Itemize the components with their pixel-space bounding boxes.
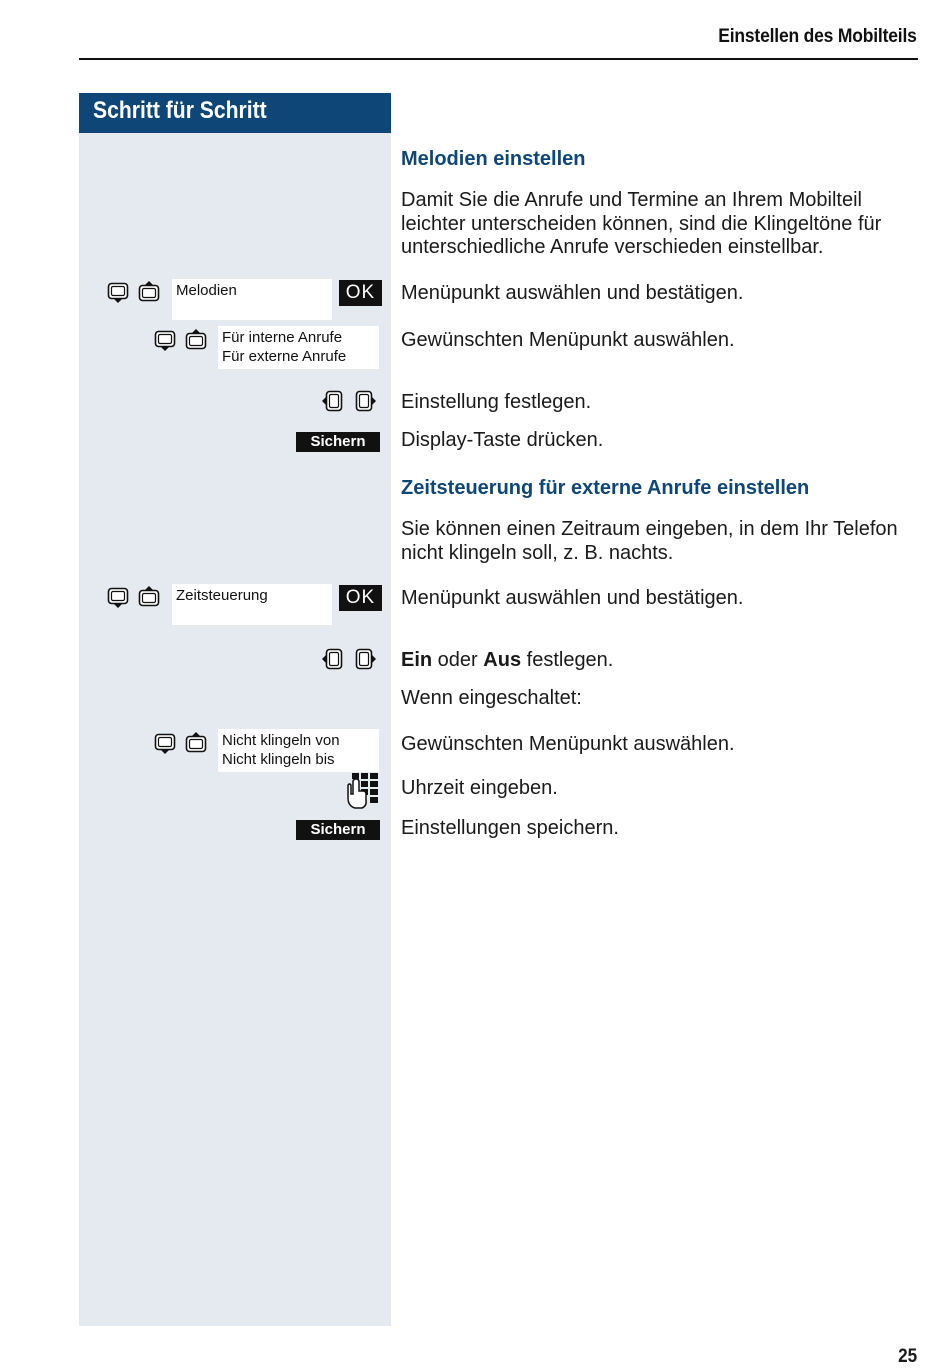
nav-right-icon: [355, 390, 377, 412]
sidebar-panel: [79, 93, 391, 1326]
step-text: Uhrzeit eingeben.: [401, 777, 558, 799]
ok-button[interactable]: OK: [339, 280, 382, 306]
display-anrufe: [218, 326, 379, 369]
header-rule: [79, 58, 918, 60]
display-line-bis: Nicht klingeln bis: [222, 751, 335, 768]
sichern-button[interactable]: Sichern: [296, 820, 380, 840]
keyword-aus: Aus: [483, 649, 522, 671]
section-intro-melodien: Damit Sie die Anrufe und Termine an Ihrem Mobilteil leichter unterscheiden können, sind die Klingeltöne für unterschiedliche Anrufe verschieden einstellbar.: [401, 189, 882, 258]
section-intro-zeitsteuerung: Sie können einen Zeitraum eingeben, in dem Ihr Telefon nicht klingeln soll, z. B. nachts.: [401, 518, 898, 564]
display-line-externe: Für externe Anrufe: [222, 348, 347, 365]
ok-button[interactable]: OK: [339, 585, 382, 611]
nav-left-icon: [321, 390, 343, 412]
sidebar-title: Schritt für Schritt: [79, 93, 391, 133]
step-text: Menüpunkt auswählen und bestätigen.: [401, 282, 744, 304]
step-text: Wenn eingeschaltet:: [401, 687, 582, 709]
text-festlegen: festlegen.: [521, 649, 614, 671]
step-text: Gewünschten Menüpunkt auswählen.: [401, 329, 735, 351]
nav-up-icon: [138, 280, 160, 302]
display-line: Zeitsteuerung: [176, 587, 268, 604]
text-oder: oder: [432, 649, 484, 671]
running-header: Einstellen des Mobilteils: [718, 26, 917, 47]
step-text: [401, 649, 921, 673]
nav-up-icon: [138, 585, 160, 607]
page-number: 25: [897, 1346, 917, 1367]
nav-right-icon: [355, 648, 377, 670]
nav-down-icon: [107, 282, 129, 304]
nav-left-icon: [321, 648, 343, 670]
keyword-ein: Ein: [401, 649, 433, 671]
nav-up-icon: [185, 328, 207, 350]
display-nicht-klingeln: [218, 729, 379, 772]
display-melodien: [172, 279, 332, 320]
step-text: Display-Taste drücken.: [401, 429, 604, 451]
nav-down-icon: [154, 733, 176, 755]
display-zeitsteuerung: [172, 584, 332, 625]
nav-down-icon: [154, 330, 176, 352]
step-text: Menüpunkt auswählen und bestätigen.: [401, 587, 744, 609]
sichern-button[interactable]: Sichern: [296, 432, 380, 452]
nav-down-icon: [107, 587, 129, 609]
keypad-icon: [344, 772, 380, 810]
section-heading-zeitsteuerung: Zeitsteuerung für externe Anrufe einstellen: [401, 477, 810, 499]
display-line-interne: Für interne Anrufe: [222, 329, 343, 346]
display-line: Melodien: [176, 282, 237, 299]
nav-up-icon: [185, 731, 207, 753]
display-line-von: Nicht klingeln von: [222, 732, 340, 749]
step-text: Gewünschten Menüpunkt auswählen.: [401, 733, 735, 755]
section-heading-melodien: Melodien einstellen: [401, 148, 586, 170]
step-text: Einstellungen speichern.: [401, 817, 619, 839]
step-text: Einstellung festlegen.: [401, 391, 592, 413]
